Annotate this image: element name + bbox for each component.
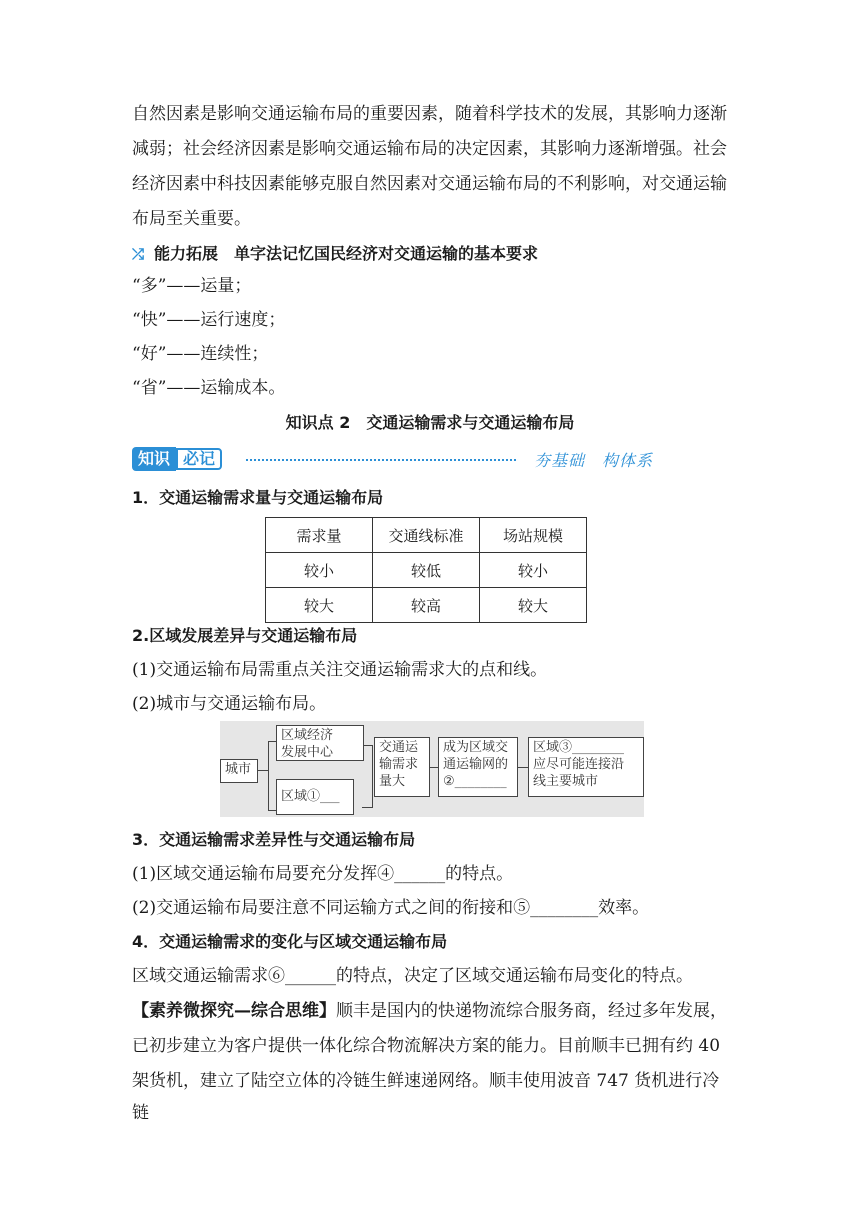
inquiry-line-2: 已初步建立为客户提供一体化综合物流解决方案的能力。目前顺丰已拥有约 40 <box>132 1036 721 1056</box>
network-node-box: 成为区域交 通运输网的 ②________ <box>438 737 518 797</box>
table-header: 场站规模 <box>480 518 587 553</box>
table-cell: 较大 <box>480 588 587 623</box>
inquiry-line-1: 【素养微探究—综合思维】顺丰是国内的快递物流综合服务商，经过多年发展， <box>132 1001 727 1021</box>
knowledge-point-title: 知识点 2 交通运输需求与交通运输布局 <box>285 413 575 432</box>
sec4-text: 区域交通运输需求⑥______的特点，决定了区域交通运输布局变化的特点。 <box>132 966 693 986</box>
knowledge-banner <box>132 446 222 472</box>
sec3-item-2: (2)交通运输布局要注意不同运输方式之间的衔接和⑤________效率。 <box>132 898 650 918</box>
ability-item-4: “省”——运输成本。 <box>132 378 286 398</box>
banner-tagline: 夯基础 构体系 <box>534 451 654 470</box>
city-diagram <box>220 721 644 817</box>
ability-title: ⤮ 能力拓展 单字法记忆国民经济对交通运输的基本要求 <box>132 238 732 270</box>
city-box: 城市 <box>220 759 258 783</box>
inquiry-label: 【素养微探究—综合思维】 <box>132 1001 336 1021</box>
intro-line-2: 减弱；社会经济因素是影响交通运输布局的决定因素，其影响力逐渐增强。社会 <box>132 139 727 159</box>
table-row <box>266 588 587 623</box>
sec1-title: 1．交通运输需求量与交通运输布局 <box>132 488 384 507</box>
sec3-title: 3．交通运输需求差异性与交通运输布局 <box>132 830 416 849</box>
table-header-row <box>266 518 587 553</box>
region-blank-3-box: 区域③________ 应尽可能连接沿 线主要城市 <box>528 737 644 797</box>
ability-item-3: “好”——连续性； <box>132 344 269 364</box>
sec2-item-2: (2)城市与交通运输布局。 <box>132 694 327 714</box>
table-cell: 较大 <box>266 588 373 623</box>
transport-demand-box: 交通运 输需求 量大 <box>374 737 430 797</box>
table-cell: 较小 <box>480 553 587 588</box>
ability-item-1: “多”——运量； <box>132 276 252 296</box>
demand-table <box>265 517 587 623</box>
intro-line-1: 自然因素是影响交通运输布局的重要因素，随着科学技术的发展，其影响力逐渐 <box>132 104 727 124</box>
economic-center-box: 区域经济 发展中心 <box>276 725 364 761</box>
inquiry-line-3: 架货机，建立了陆空立体的冷链生鲜速递网络。顺丰使用波音 747 货机进行冷链 <box>132 1071 720 1123</box>
intro-line-3: 经济因素中科技因素能够克服自然因素对交通运输布局的不利影响，对交通运输 <box>132 174 727 194</box>
table-header: 需求量 <box>266 518 373 553</box>
shuffle-icon: ⤮ <box>132 245 145 263</box>
ability-item-2: “快”——运行速度； <box>132 310 286 330</box>
table-row <box>266 553 587 588</box>
sec3-item-1: (1)区域交通运输布局要充分发挥④______的特点。 <box>132 864 514 884</box>
intro-line-4: 布局至关重要。 <box>132 209 251 229</box>
table-cell: 较低 <box>373 553 480 588</box>
table-cell: 较小 <box>266 553 373 588</box>
banner-dots <box>246 459 516 461</box>
table-cell: 较高 <box>373 588 480 623</box>
sec2-item-1: (1)交通运输布局需重点关注交通运输需求大的点和线。 <box>132 660 548 680</box>
table-header: 交通线标准 <box>373 518 480 553</box>
sec2-title: 2.区域发展差异与交通运输布局 <box>132 626 358 645</box>
banner-part1: 知识 <box>132 447 176 471</box>
banner-part2: 必记 <box>176 448 222 470</box>
region-blank-1-box: 区域①___ <box>276 779 354 815</box>
sec4-title: 4．交通运输需求的变化与区域交通运输布局 <box>132 932 448 951</box>
